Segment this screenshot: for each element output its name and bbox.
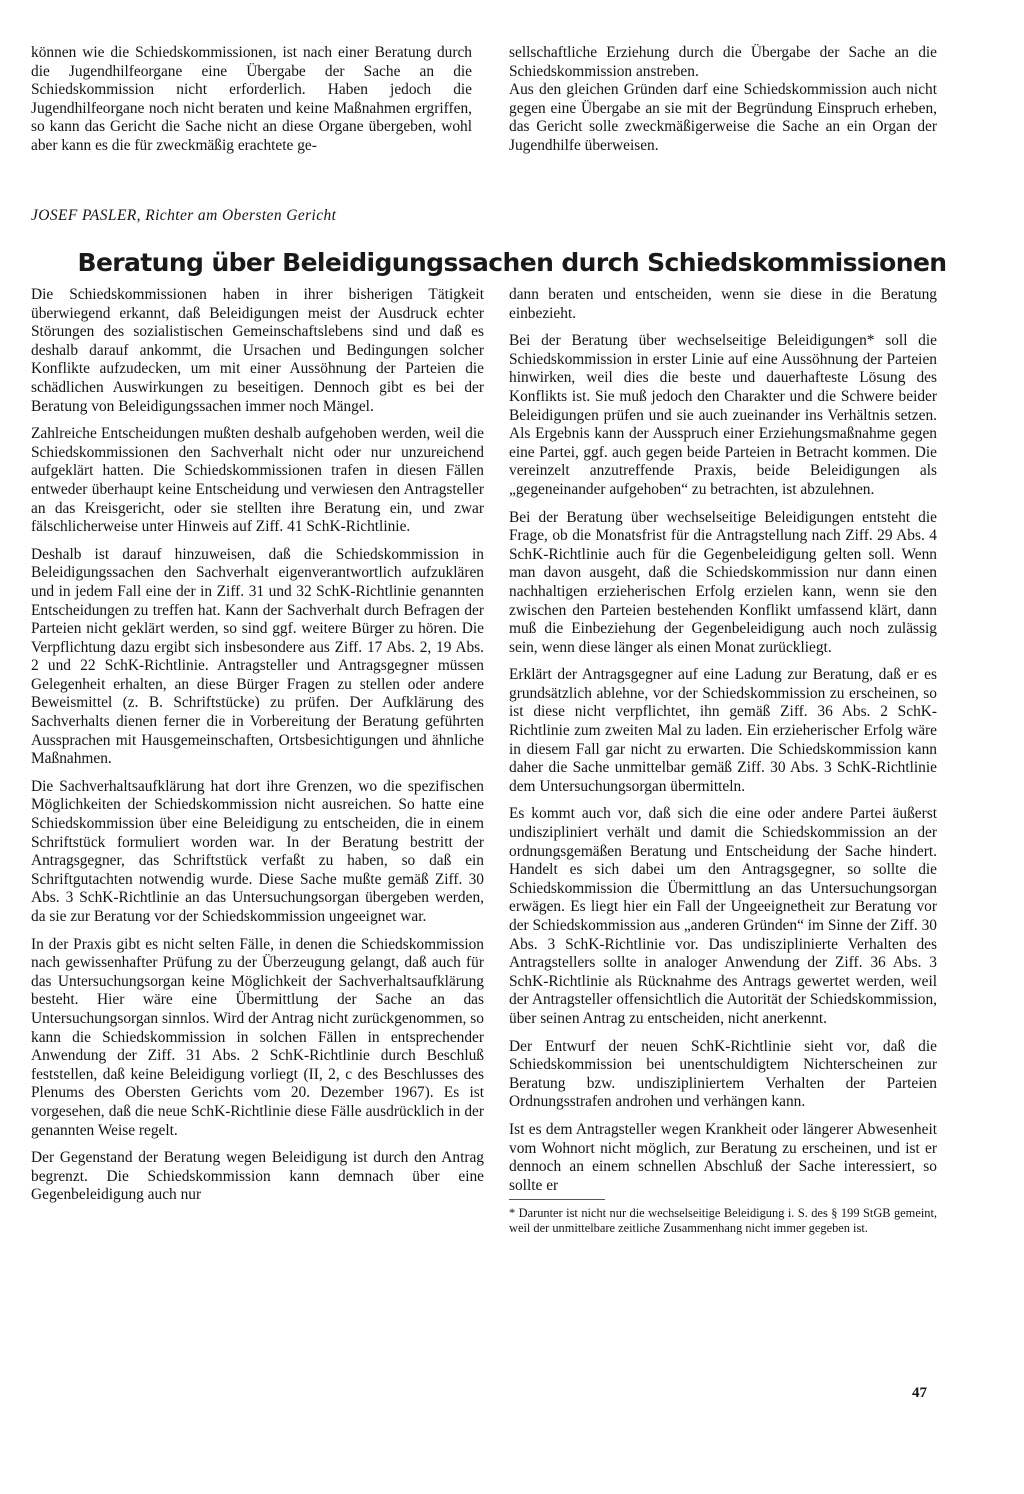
paragraph: dann beraten und entscheiden, wenn sie diese in die Beratung einbezieht.: [509, 286, 937, 322]
paragraph: Bei der Beratung über wechselseitige Beleidigungen entsteht die Frage, ob die Monatsfrist für die Antragstellung nach Ziff. 29 Abs. 4 SchK-Richtlinie auch für die Gegenbeleidigung gelten soll. Wenn man davon ausgeht, daß die Schiedskommission nur dann einen nachhaltigen erzieherischen Erfolg erzielen kann, wenn sie den zwischen den Parteien bestehenden Konflikt umfassend klärt, dann muß die Einbeziehung der Gegenbeleidigung auch noch zulässig sein, wenn diese länger als einen Monat zurückliegt.: [509, 508, 937, 656]
paragraph: In der Praxis gibt es nicht selten Fälle, in denen die Schiedskommission nach gewissenhafter Prüfung zu der Überzeugung gelangt, daß auch für das Untersuchungsorgan keine Möglichkeit der Sachverhaltsaufklärung besteht. Hier wäre eine Übermittlung der Sache an das Untersuchungsorgan sinnlos. Wird der Antrag nicht zurückgenommen, so kann die Schiedskommission in solchen Fällen in entsprechender Anwendung der Ziff. 31 Abs. 2 SchK-Richtlinie durch Beschluß feststellen, daß keine Beleidigung vorliegt (II, 2, c des Beschlusses des Plenums des Obersten Gerichts vom 20. Dezember 1967). Es ist vorgesehen, daß die neue SchK-Richtlinie diese Fälle ausdrücklich in der genannten Weise regelt.: [31, 935, 484, 1139]
paragraph: Erklärt der Antragsgegner auf eine Ladung zur Beratung, daß er es grundsätzlich ablehne, vor der Schiedskommission zu erscheinen, so ist diese nicht verpflichtet, ihn gemäß Ziff. 36 Abs. 2 SchK-Richtlinie zum zweiten Mal zu laden. Ein erzieherischer Erfolg wäre in diesem Fall gar nicht zu erwarten. Die Schiedskommission kann daher die Sache unmittelbar gemäß Ziff. 30 Abs. 3 SchK-Richtlinie dem Untersuchungsorgan übermitteln.: [509, 666, 937, 795]
author-byline: JOSEF PASLER, Richter am Obersten Gericht: [31, 207, 337, 224]
paragraph: Bei der Beratung über wechselseitige Beleidigungen* soll die Schiedskommission in erster Linie auf eine Aussöhnung der Parteien hinwirken, weil dies die beste und dauerhafteste Lösung des Konflikts ist. Sie muß jedoch den Charakter und die Schwere beider Beleidigungen prüfen und sie auch zueinander ins Verhältnis setzen. Als Ergebnis kann der Ausspruch einer Erziehungsmaßnahme gegen eine Partei, ggf. auch gegen beide Parteien in Betracht kommen. Die vereinzelt anzutreffende Praxis, beide Beleidigungen als „gegeneinander aufgehoben“ zu betrachten, ist abzulehnen.: [509, 332, 937, 498]
article-title: Beratung über Beleidigungssachen durch Schiedskommissionen: [77, 248, 947, 277]
article-right-column: [509, 286, 937, 1236]
footnote-divider: [509, 1199, 605, 1200]
previous-article-right-column: [509, 44, 937, 156]
article-left-column: [31, 286, 484, 1205]
paragraph: Es kommt auch vor, daß sich die eine oder andere Partei äußerst undiszipliniert verhält und damit die Schiedskommission an der ordnungsgemäßen Beratung und Entscheidung der Sache hindert. Handelt es sich dabei um den Antragsgegner, so sollte die Schiedskommission die Übermittlung an das Untersuchungsorgan erwägen. Es liegt hier ein Fall der Ungeeignetheit zur Beratung vor der Schiedskommission aus „anderen Gründen“ im Sinne der Ziff. 30 Abs. 3 SchK-Richtlinie vor. Das undisziplinierte Verhalten des Antragstellers sollte in analoger Anwendung der Ziff. 36 Abs. 3 SchK-Richtlinie als Rücknahme des Antrags gewertet werden, weil der Antragsteller offensichtlich die Autorität der Schiedskommission, über seinen Antrag zu entscheiden, nicht anerkennt.: [509, 805, 937, 1027]
paragraph: Zahlreiche Entscheidungen mußten deshalb aufgehoben werden, weil die Schiedskommissionen den Sachverhalt nicht oder nur unzureichend aufgeklärt hatten. Die Schiedskommissionen trafen in diesen Fällen entweder überhaupt keine Entscheidung und verwiesen den Antragsteller an das Kreisgericht, oder sie stellten ihre Beratung ein, und zwar fälschlicherweise unter Hinweis auf Ziff. 41 SchK-Richtlinie.: [31, 425, 484, 536]
paragraph: Der Gegenstand der Beratung wegen Beleidigung ist durch den Antrag begrenzt. Die Schiedskommission kann demnach über eine Gegenbeleidigung auch nur: [31, 1149, 484, 1204]
footnote: * Darunter ist nicht nur die wechselseitige Beleidigung i. S. des § 199 StGB gemeint, weil der unmittelbare zeitliche Zusammenhang nicht immer gegeben ist.: [509, 1206, 937, 1236]
paragraph: können wie die Schiedskommissionen, ist nach einer Beratung durch die Jugendhilfeorgane eine Übergabe der Sache an die Schiedskommission nicht erforderlich. Haben jedoch die Jugendhilfeorgane noch nicht beraten und keine Maßnahmen ergriffen, so kann das Gericht die Sache nicht an diese Organe übergeben, wohl aber kann es die für zweckmäßig erachtete ge-: [31, 44, 472, 154]
page-number: 47: [912, 1385, 927, 1401]
paragraph: Deshalb ist darauf hinzuweisen, daß die Schiedskommission in Beleidigungssachen den Sachverhalt eigenverantwortlich aufzuklären und in jedem Fall eine der in Ziff. 31 und 32 SchK-Richtlinie genannten Entscheidungen zu treffen hat. Kann der Sachverhalt durch Befragen der Parteien nicht geklärt werden, so sind ggf. weitere Bürger zu hören. Die Verpflichtung dazu ergibt sich insbesondere aus Ziff. 17 Abs. 2, 19 Abs. 2 und 22 SchK-Richtlinie. Antragsteller und Antragsgegner müssen Gelegenheit erhalten, an diese Bürger Fragen zu stellen oder andere Beweismittel (z. B. Schriftstücke) zu prüfen. Der Aufklärung des Sachverhalts dienen ferner die in Vorbereitung der Beratung geführten Aussprachen mit Hausgemeinschaften, Ortsbesichtigungen und ähnliche Maßnahmen.: [31, 545, 484, 768]
paragraph: Ist es dem Antragsteller wegen Krankheit oder längerer Abwesenheit vom Wohnort nicht möglich, zur Beratung zu erscheinen, und ist er dennoch an einem schnellen Abschluß der Sache interessiert, so sollte er: [509, 1120, 937, 1194]
paragraph: sellschaftliche Erziehung durch die Übergabe der Sache an die Schiedskommission anstreben.: [509, 44, 937, 80]
paragraph: Die Sachverhaltsaufklärung hat dort ihre Grenzen, wo die spezifischen Möglichkeiten der Schiedskommission nicht ausreichen. So hatte eine Schiedskommission über eine Beleidigung zu entscheiden, die in einem Schriftstück formuliert worden war. In der Beratung bestritt der Antragsgegner, das Schriftstück verfaßt zu haben, so daß ein Schriftgutachten notwendig wurde. Diese Sache mußte gemäß Ziff. 30 Abs. 3 SchK-Richtlinie an das Untersuchungsorgan übergeben werden, da sie zur Beratung vor der Schiedskommission ungeeignet war.: [31, 777, 484, 925]
paragraph: Aus den gleichen Gründen darf eine Schiedskommission auch nicht gegen eine Übergabe an sie mit der Begründung Einspruch erheben, das Gericht solle zweckmäßigerweise die Sache an ein Organ der Jugendhilfe überweisen.: [509, 81, 937, 154]
paragraph: Die Schiedskommissionen haben in ihrer bisherigen Tätigkeit überwiegend erkannt, daß Beleidigungen meist der Ausdruck echter Störungen des sozialistischen Gemeinschaftslebens sind und daß es deshalb darauf ankommt, die Ursachen und Bedingungen solcher Konflikte aufzudecken, um mit einer Aussöhnung der Parteien die schädlichen Auswirkungen zu beseitigen. Dennoch gibt es bei der Beratung von Beleidigungssachen immer noch Mängel.: [31, 286, 484, 415]
paragraph: Der Entwurf der neuen SchK-Richtlinie sieht vor, daß die Schiedskommission bei unentschuldigtem Nichterscheinen zur Beratung bzw. undiszipliniertem Verhalten der Parteien Ordnungsstrafen androhen und verhängen kann.: [509, 1037, 937, 1111]
previous-article-left-column: [31, 44, 472, 156]
